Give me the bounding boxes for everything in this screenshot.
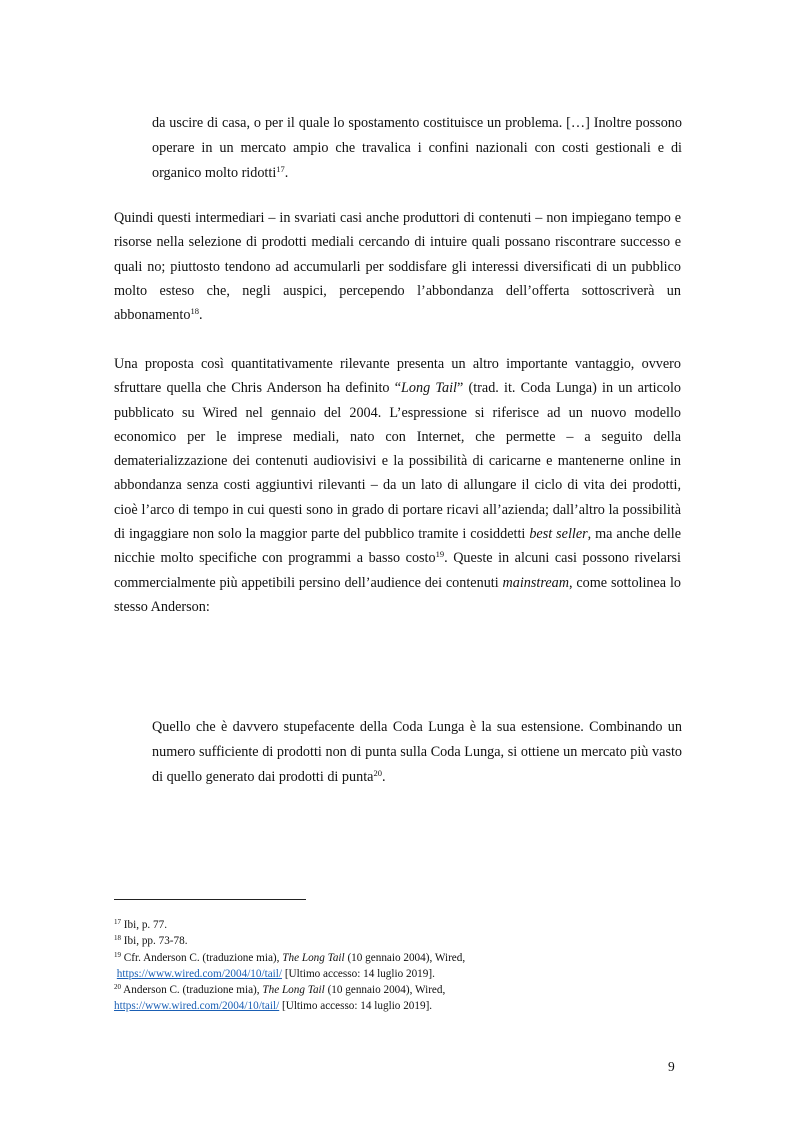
paragraph-text: . Queste in alcuni casi possono rivelarsi commercialmente più appetibili persino dell’audience dei contenuti — [114, 550, 682, 591]
quote-text: da uscire di casa, o per il quale lo spostamento costituisce un problema. […] Inoltre possono operare in un mercato ampio che travalica i confini nazionali con costi gestionali e di organico molto ridotti — [152, 115, 682, 181]
footnote-number: 19 — [114, 950, 121, 959]
footnote-18 — [114, 933, 634, 949]
paragraph-1 — [114, 206, 681, 327]
footnote-title: The Long Tail — [262, 984, 325, 997]
quote-end: . — [284, 165, 289, 181]
paragraph-text: Quindi questi intermediari – in svariati casi anche produttori di contenuti – non impiegano tempo e risorse nella selezione di prodotti mediali cercando di intuire quali possano riscontrare successo e quali no; piuttosto tendono ad accumularli per soddisfare gli interessi diversificati di un pubblico molto esteso che, negli auspici, percependo l’abbondanza dell’offerta sottoscriverà un abbonamento — [114, 210, 681, 324]
footnote-ref-19[interactable]: 19 — [435, 549, 445, 560]
footnote-text: Ibi, p. 77. — [121, 919, 167, 931]
footnote-ref-18[interactable]: 18 — [190, 306, 199, 317]
paragraph-text: , come sottolinea lo stesso Anderson: — [114, 574, 681, 615]
paragraph-end: . — [198, 307, 203, 324]
paragraph-text: , ma anche delle nicchie molto specifiche con programmi a basso costo — [114, 526, 682, 567]
footnote-19 — [114, 950, 634, 983]
block-quote-2 — [152, 715, 682, 790]
footnote-text: [Ultimo accesso: 14 luglio 2019]. — [282, 967, 435, 980]
footnote-title: The Long Tail — [282, 951, 345, 964]
footnote-17 — [114, 917, 634, 933]
footnote-text: Cfr. Anderson C. (traduzione mia), — [121, 951, 283, 964]
footnote-number: 17 — [114, 918, 121, 926]
footnote-text: (10 gennaio 2004), Wired, — [344, 951, 466, 964]
emphasis-best-seller: best seller — [529, 526, 588, 543]
footnote-text: Ibi, pp. 73-78. — [121, 935, 188, 948]
footnote-text: (10 gennaio 2004), Wired, — [324, 984, 446, 997]
footnote-text: Anderson C. (traduzione mia), — [121, 984, 263, 997]
footnotes — [114, 917, 634, 1015]
footnote-20 — [114, 982, 634, 1015]
footnote-link[interactable]: https://www.wired.com/2004/10/tail/ — [116, 967, 283, 980]
emphasis-long-tail: Long Tail — [401, 380, 457, 397]
emphasis-mainstream: mainstream — [502, 574, 569, 591]
footnote-ref-20[interactable]: 20 — [373, 768, 382, 778]
footnote-text: [Ultimo accesso: 14 luglio 2019]. — [279, 1000, 433, 1013]
footnote-link[interactable]: https://www.wired.com/2004/10/tail/ — [114, 1000, 280, 1013]
paragraph-text: Una proposta così quantitativamente rilevante presenta un altro importante vantaggio, ovvero sfruttare quella che Chris Anderson ha definito “ — [114, 356, 681, 397]
block-quote-1 — [152, 111, 682, 186]
page-number: 9 — [668, 1059, 675, 1074]
footnote-separator — [114, 899, 306, 900]
paragraph-text: ” (trad. it. Coda Lunga) in un articolo pubblicato su Wired nel gennaio del 2004. L’espressione si riferisce ad un nuovo modello economico per le imprese mediali, nato con Internet, che permette – a seguito della dematerializzazione dei contenuti audiovisivi e la possibilità di caricarne e mantenerne online in abbondanza senza costi aggiuntivi rilevanti – da un lato di allungare il ciclo di vita dei prodotti, cioè l’arco di tempo in cui questi sono in grado di portare ricavi all’azienda; dall’altro la possibilità di ingaggiare non solo la maggior parte del pubblico tramite i cosiddetti — [114, 380, 682, 543]
footnote-ref-17[interactable]: 17 — [276, 164, 285, 174]
footnote-number: 18 — [114, 934, 121, 943]
quote-end: . — [381, 769, 386, 785]
quote-text: Quello che è davvero stupefacente della Coda Lunga è la sua estensione. Combinando un numero sufficiente di prodotti non di punta sulla Coda Lunga, si ottiene un mercato più vasto di quello generato dai prodotti di punta — [152, 719, 682, 785]
footnote-number: 20 — [114, 983, 121, 992]
paragraph-2 — [114, 352, 681, 619]
